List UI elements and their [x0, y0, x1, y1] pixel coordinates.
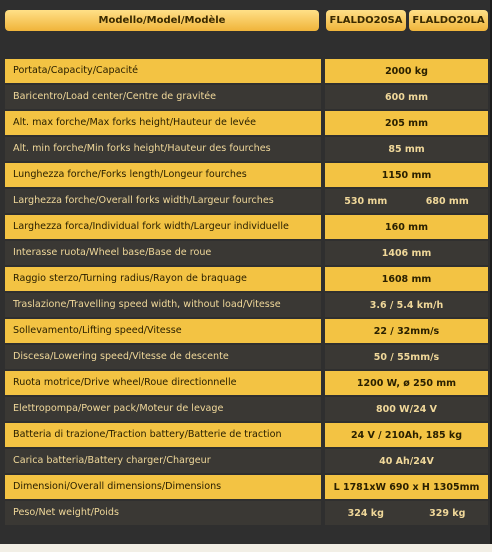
spec-value: 600 mm — [325, 85, 488, 109]
spec-row-forks-length — [5, 163, 488, 187]
spec-value: 800 W/24 V — [325, 397, 488, 421]
spec-value: 3.6 / 5.4 km/h — [325, 293, 488, 317]
spec-label: Larghezza forca/Individual fork width/Largeur individuelle — [5, 215, 321, 239]
spec-row-travelling-speed — [5, 293, 488, 317]
spec-label: Traslazione/Travelling speed width, without load/Vitesse — [5, 293, 321, 317]
spec-value: 2000 kg — [325, 59, 488, 83]
spec-row-net-weight — [5, 501, 488, 525]
spec-row-individual-fork-width — [5, 215, 488, 239]
spec-row-lifting-speed — [5, 319, 488, 343]
spec-label: Ruota motrice/Drive wheel/Roue directionnelle — [5, 371, 321, 395]
spec-row-load-center — [5, 85, 488, 109]
spec-value: 1200 W, ø 250 mm — [325, 371, 488, 395]
spec-row-battery-charger — [5, 449, 488, 473]
spec-label: Alt. min forche/Min forks height/Hauteur des fourches — [5, 137, 321, 161]
spec-value: 85 mm — [325, 137, 488, 161]
spec-row-turning-radius — [5, 267, 488, 291]
spec-label: Dimensioni/Overall dimensions/Dimensions — [5, 475, 321, 499]
spec-row-lowering-speed — [5, 345, 488, 369]
spec-label: Batteria di trazione/Traction battery/Batterie de traction — [5, 423, 321, 447]
spec-value: 1150 mm — [325, 163, 488, 187]
spec-value-la: 680 mm — [425, 195, 469, 207]
spec-row-power-pack — [5, 397, 488, 421]
spec-label: Discesa/Lowering speed/Vitesse de descente — [5, 345, 321, 369]
model-tab-flaldo20la: FLALDO20LA — [409, 10, 488, 31]
spec-label: Baricentro/Load center/Centre de gravitée — [5, 85, 321, 109]
spec-row-traction-battery — [5, 423, 488, 447]
spec-value: 50 / 55mm/s — [325, 345, 488, 369]
spec-row-min-forks-height — [5, 137, 488, 161]
spec-value: 1608 mm — [325, 267, 488, 291]
model-tab-flaldo20sa: FLALDO20SA — [326, 10, 406, 31]
spec-row-max-forks-height — [5, 111, 488, 135]
spec-value: 24 V / 210Ah, 185 kg — [325, 423, 488, 447]
spec-value-sa: 530 mm — [344, 195, 388, 207]
spec-row-overall-forks-width — [5, 189, 488, 213]
spec-label: Alt. max forche/Max forks height/Hauteur de levée — [5, 111, 321, 135]
spec-row-drive-wheel — [5, 371, 488, 395]
spec-value: 40 Ah/24V — [325, 449, 488, 473]
spec-row-overall-dimensions — [5, 475, 488, 499]
spec-label: Raggio sterzo/Turning radius/Rayon de braquage — [5, 267, 321, 291]
spec-value — [325, 189, 488, 213]
spec-label: Elettropompa/Power pack/Moteur de levage — [5, 397, 321, 421]
spec-value: L 1781xW 690 x H 1305mm — [325, 475, 488, 499]
spec-value: 1406 mm — [325, 241, 488, 265]
spec-value — [325, 501, 488, 525]
spec-label: Larghezza forche/Overall forks width/Largeur fourches — [5, 189, 321, 213]
spec-value: 160 mm — [325, 215, 488, 239]
spec-value-sa: 324 kg — [347, 507, 384, 519]
spec-row-capacity — [5, 59, 488, 83]
spec-label: Interasse ruota/Wheel base/Base de roue — [5, 241, 321, 265]
model-header: Modello/Model/Modèle — [5, 10, 319, 31]
page-background-strip — [0, 544, 492, 552]
spec-label: Carica batteria/Battery charger/Chargeur — [5, 449, 321, 473]
spec-row-wheel-base — [5, 241, 488, 265]
spec-label: Portata/Capacity/Capacité — [5, 59, 321, 83]
spec-label: Sollevamento/Lifting speed/Vitesse — [5, 319, 321, 343]
spec-label: Lunghezza forche/Forks length/Longeur fourches — [5, 163, 321, 187]
spec-value-la: 329 kg — [429, 507, 466, 519]
spec-label: Peso/Net weight/Poids — [5, 501, 321, 525]
spec-value: 22 / 32mm/s — [325, 319, 488, 343]
spec-value: 205 mm — [325, 111, 488, 135]
